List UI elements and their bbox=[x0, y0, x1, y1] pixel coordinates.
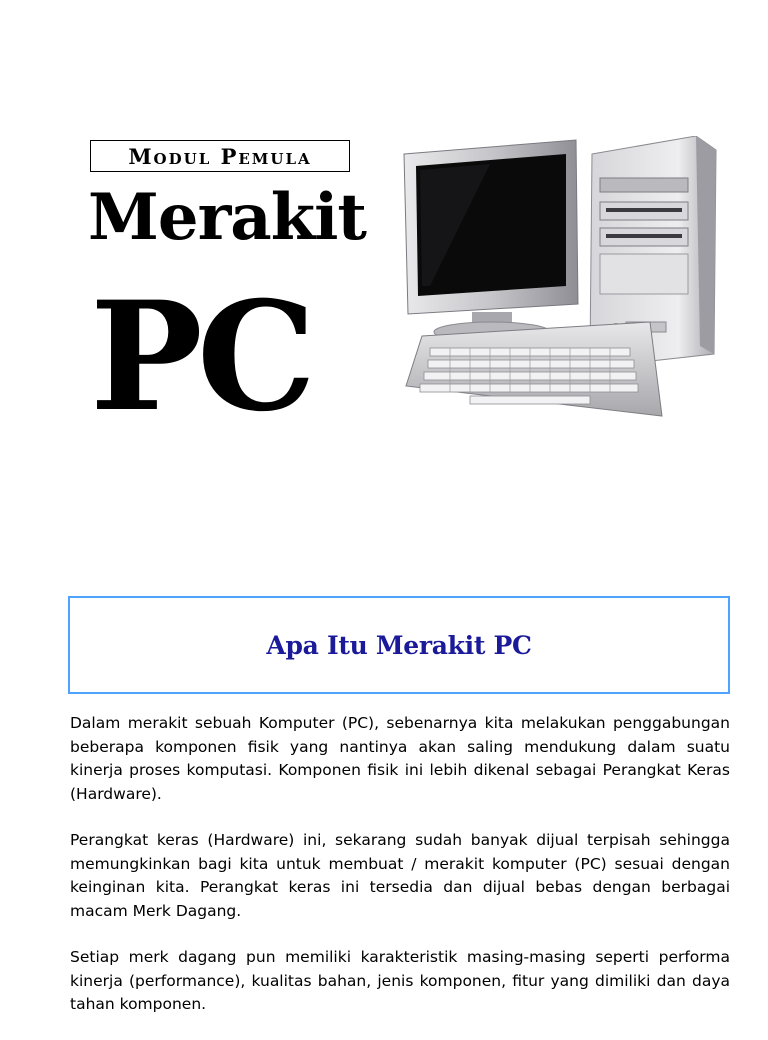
module-badge: Modul Pemula bbox=[90, 140, 350, 172]
title-line-2: PC bbox=[90, 269, 311, 445]
paragraph-2: Perangkat keras (Hardware) ini, sekarang sudah banyak dijual terpisah sehingga memungkinkan bagi kita untuk membuat / merakit komputer (PC) sesuai dengan keinginan kita. Perangkat keras ini tersedia dan dijual bebas dengan berbagai macam Merk Dagang. bbox=[70, 831, 730, 920]
paragraph-1: Dalam merakit sebuah Komputer (PC), sebenarnya kita melakukan penggabungan beberapa komponen fisik yang nantinya akan saling mendukung dalam suatu kinerja proses komputasi. Komponen fisik ini lebih dikenal sebagai Perangkat Keras (Hardware). bbox=[70, 714, 730, 803]
section-title: Apa Itu Merakit PC bbox=[266, 630, 532, 660]
paragraph-3: Setiap merk dagang pun memiliki karakteristik masing-masing seperti performa kinerja (performance), kualitas bahan, jenis komponen, fitur yang dimiliki dan daya tahan komponen. bbox=[70, 948, 730, 1013]
section-heading-box bbox=[68, 596, 730, 694]
desktop-computer-icon bbox=[400, 136, 720, 441]
keyboard bbox=[406, 322, 662, 416]
body-text bbox=[70, 712, 730, 1040]
monitor bbox=[404, 140, 578, 342]
title-line-1: Merakit bbox=[88, 180, 366, 255]
